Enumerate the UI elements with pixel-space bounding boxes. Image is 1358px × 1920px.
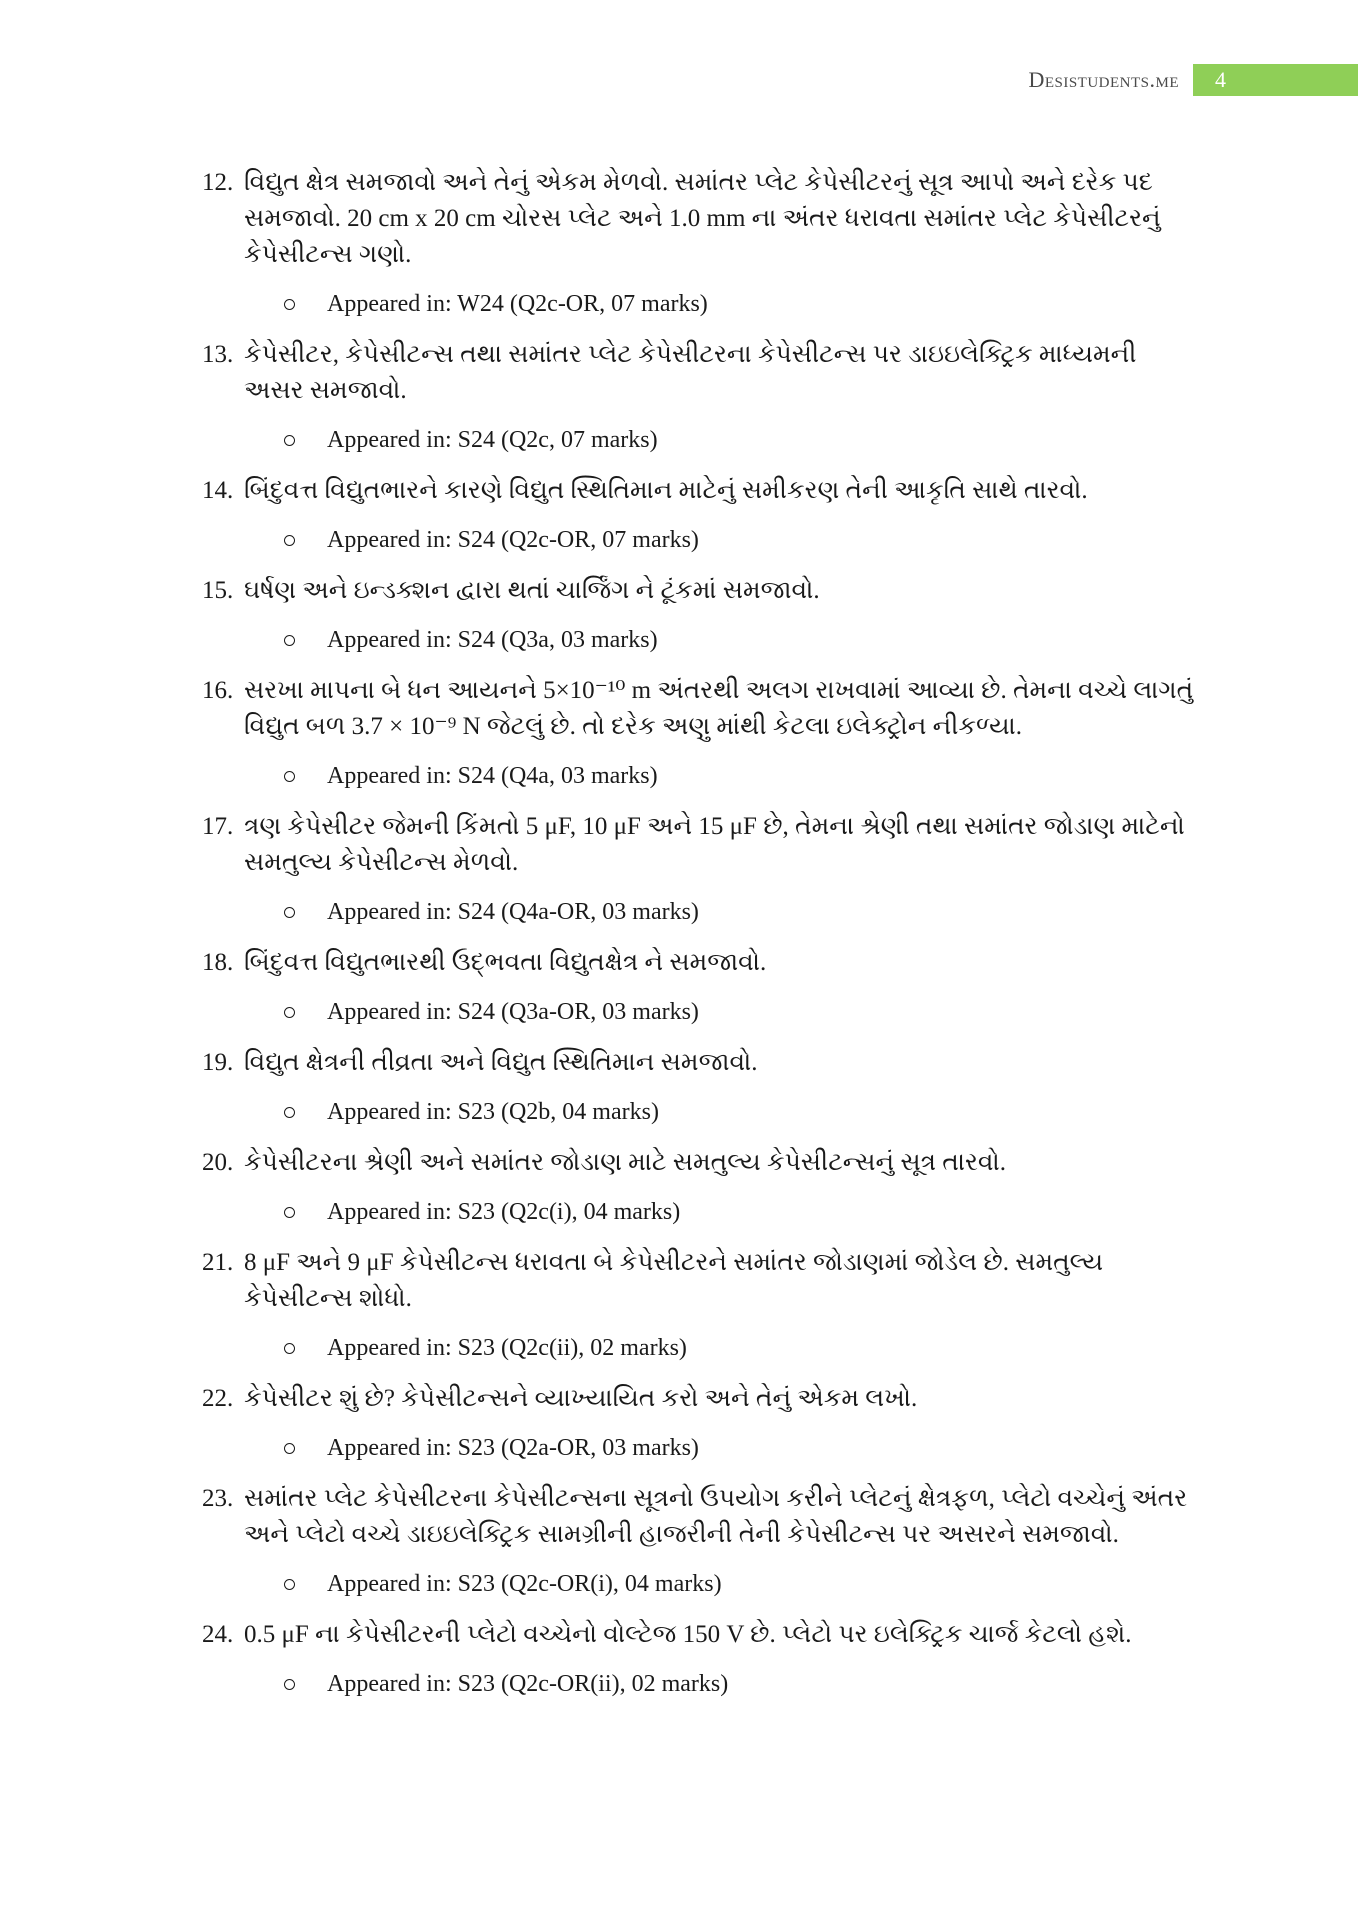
appeared-in-note — [284, 423, 1202, 457]
question-text: ત્રણ કેપેસીટર જેમની કિંમતો 5 μF, 10 μF અને 15 μF છે, તેમના શ્રેણી તથા સમાંતર જોડાણ માટેનો સમતુલ્ય કેપેસીટન્સ મેળવો. — [244, 813, 1185, 876]
question-row — [202, 1381, 1202, 1417]
appeared-in-text: Appeared in: S23 (Q2c-OR(ii), 02 marks) — [327, 1671, 729, 1697]
question-row — [202, 337, 1202, 409]
appeared-in-note — [284, 523, 1202, 557]
hollow-bullet-icon — [284, 535, 295, 546]
question-row — [202, 1145, 1202, 1181]
question-list — [202, 165, 1202, 1717]
question-number: 20. — [202, 1149, 234, 1176]
appeared-in-note — [284, 623, 1202, 657]
question-text: કેપેસીટરના શ્રેણી અને સમાંતર જોડાણ માટે સમતુલ્ય કેપેસીટન્સનું સૂત્ર તારવો. — [244, 1149, 1006, 1176]
question-text: ઘર્ષણ અને ઇન્ડક્શન દ્વારા થતાં ચાર્જિંગ ને ટૂંકમાં સમજાવો. — [244, 577, 820, 604]
question-row — [202, 809, 1202, 881]
appeared-in-text: Appeared in: S24 (Q3a-OR, 03 marks) — [327, 999, 699, 1025]
appeared-in-note — [284, 759, 1202, 793]
question-text: વિદ્યુત ક્ષેત્રની તીવ્રતા અને વિદ્યુત સ્થિતિમાન સમજાવો. — [244, 1049, 758, 1076]
question-number: 22. — [202, 1385, 234, 1412]
question-item — [202, 1045, 1202, 1129]
hollow-bullet-icon — [284, 635, 295, 646]
question-text: કેપેસીટર શું છે? કેપેસીટન્સને વ્યાખ્યાયિત કરો અને તેનું એકમ લખો. — [244, 1385, 918, 1412]
question-item — [202, 165, 1202, 321]
hollow-bullet-icon — [284, 435, 295, 446]
hollow-bullet-icon — [284, 907, 295, 918]
question-row — [202, 1245, 1202, 1317]
question-text: વિદ્યુત ક્ષેત્ર સમજાવો અને તેનું એકમ મેળવો. સમાંતર પ્લેટ કેપેસીટરનું સૂત્ર આપો અને દરેક પદ સમજાવો. 20 cm x 20 cm ચોરસ પ્લેટ અને 1.0 mm ના અંતર ધરાવતા સમાંતર પ્લેટ કેપેસીટરનું કેપેસીટન્સ ગણો. — [244, 169, 1161, 268]
question-text: 0.5 μF ના કેપેસીટરની પ્લેટો વચ્ચેનો વોલ્ટેજ 150 V છે. પ્લેટો પર ઇલેક્ટ્રિક ચાર્જ કેટલો હશે. — [244, 1621, 1132, 1648]
hollow-bullet-icon — [284, 1343, 295, 1354]
question-item — [202, 337, 1202, 457]
appeared-in-text: Appeared in: S24 (Q3a, 03 marks) — [327, 627, 658, 653]
hollow-bullet-icon — [284, 1207, 295, 1218]
appeared-in-note — [284, 995, 1202, 1029]
question-item — [202, 473, 1202, 557]
question-text: સમાંતર પ્લેટ કેપેસીટરના કેપેસીટન્સના સૂત્રનો ઉપયોગ કરીને પ્લેટનું ક્ષેત્રફળ, પ્લેટો વચ્ચેનું અંતર અને પ્લેટો વચ્ચે ડાઇઇલેક્ટ્રિક સામગ્રીની હાજરીની તેની કેપેસીટન્સ પર અસરને સમજાવો. — [244, 1485, 1188, 1548]
appeared-in-text: Appeared in: S24 (Q2c-OR, 07 marks) — [327, 527, 699, 553]
question-number: 15. — [202, 577, 234, 604]
appeared-in-note — [284, 287, 1202, 321]
question-number: 21. — [202, 1249, 234, 1276]
hollow-bullet-icon — [284, 1007, 295, 1018]
question-row — [202, 1045, 1202, 1081]
question-row — [202, 673, 1202, 745]
question-row — [202, 165, 1202, 273]
question-text: કેપેસીટર, કેપેસીટન્સ તથા સમાંતર પ્લેટ કેપેસીટરના કેપેસીટન્સ પર ડાઇઇલેક્ટ્રિક માધ્યમની અસર સમજાવો. — [244, 341, 1137, 404]
appeared-in-text: Appeared in: W24 (Q2c-OR, 07 marks) — [327, 291, 708, 317]
appeared-in-text: Appeared in: S24 (Q2c, 07 marks) — [327, 427, 658, 453]
question-row — [202, 945, 1202, 981]
question-text: 8 μF અને 9 μF કેપેસીટન્સ ધરાવતા બે કેપેસીટરને સમાંતર જોડાણમાં જોડેલ છે. સમતુલ્ય કેપેસીટન્સ શોધો. — [244, 1249, 1104, 1312]
appeared-in-text: Appeared in: S24 (Q4a-OR, 03 marks) — [327, 899, 699, 925]
question-item — [202, 809, 1202, 929]
question-text: બિંદુવત્ત વિદ્યુતભારથી ઉદ્ભવતા વિદ્યુતક્ષેત્ર ને સમજાવો. — [244, 949, 767, 976]
appeared-in-text: Appeared in: S23 (Q2b, 04 marks) — [327, 1099, 659, 1125]
question-number: 16. — [202, 677, 234, 704]
appeared-in-text: Appeared in: S23 (Q2c(i), 04 marks) — [327, 1199, 681, 1225]
site-name: Desistudents.me — [1028, 67, 1179, 92]
question-text: બિંદુવત્ત વિદ્યુતભારને કારણે વિદ્યુત સ્થિતિમાન માટેનું સમીકરણ તેની આકૃતિ સાથે તારવો. — [244, 477, 1088, 504]
hollow-bullet-icon — [284, 1107, 295, 1118]
question-number: 13. — [202, 341, 234, 368]
question-row — [202, 1617, 1202, 1653]
question-item — [202, 673, 1202, 793]
question-text: સરખા માપના બે ધન આયનને 5×10⁻¹⁰ m અંતરથી અલગ રાખવામાં આવ્યા છે. તેમના વચ્ચે લાગતું વિદ્યુત બળ 3.7 × 10⁻⁹ N જેટલું છે. તો દરેક અણુ માંથી કેટલા ઇલેક્ટ્રોન નીકળ્યા. — [244, 677, 1194, 740]
question-number: 18. — [202, 949, 234, 976]
hollow-bullet-icon — [284, 1579, 295, 1590]
question-item — [202, 1245, 1202, 1365]
question-item — [202, 1145, 1202, 1229]
appeared-in-note — [284, 1095, 1202, 1129]
question-item — [202, 945, 1202, 1029]
question-number: 12. — [202, 169, 234, 196]
question-item — [202, 1481, 1202, 1601]
question-number: 14. — [202, 477, 234, 504]
appeared-in-text: Appeared in: S23 (Q2c(ii), 02 marks) — [327, 1335, 687, 1361]
question-row — [202, 573, 1202, 609]
question-number: 17. — [202, 813, 234, 840]
appeared-in-text: Appeared in: S24 (Q4a, 03 marks) — [327, 763, 658, 789]
hollow-bullet-icon — [284, 1443, 295, 1454]
appeared-in-text: Appeared in: S23 (Q2c-OR(i), 04 marks) — [327, 1571, 722, 1597]
appeared-in-note — [284, 1567, 1202, 1601]
question-item — [202, 1381, 1202, 1465]
appeared-in-note — [284, 895, 1202, 929]
question-number: 24. — [202, 1621, 234, 1648]
question-number: 19. — [202, 1049, 234, 1076]
appeared-in-note — [284, 1195, 1202, 1229]
hollow-bullet-icon — [284, 1679, 295, 1690]
appeared-in-text: Appeared in: S23 (Q2a-OR, 03 marks) — [327, 1435, 699, 1461]
question-item — [202, 573, 1202, 657]
question-number: 23. — [202, 1485, 234, 1512]
hollow-bullet-icon — [284, 299, 295, 310]
appeared-in-note — [284, 1667, 1202, 1701]
page-number-badge: 4 — [1193, 64, 1358, 96]
hollow-bullet-icon — [284, 771, 295, 782]
page-header — [1028, 64, 1358, 96]
appeared-in-note — [284, 1431, 1202, 1465]
appeared-in-note — [284, 1331, 1202, 1365]
question-row — [202, 1481, 1202, 1553]
question-row — [202, 473, 1202, 509]
question-item — [202, 1617, 1202, 1701]
